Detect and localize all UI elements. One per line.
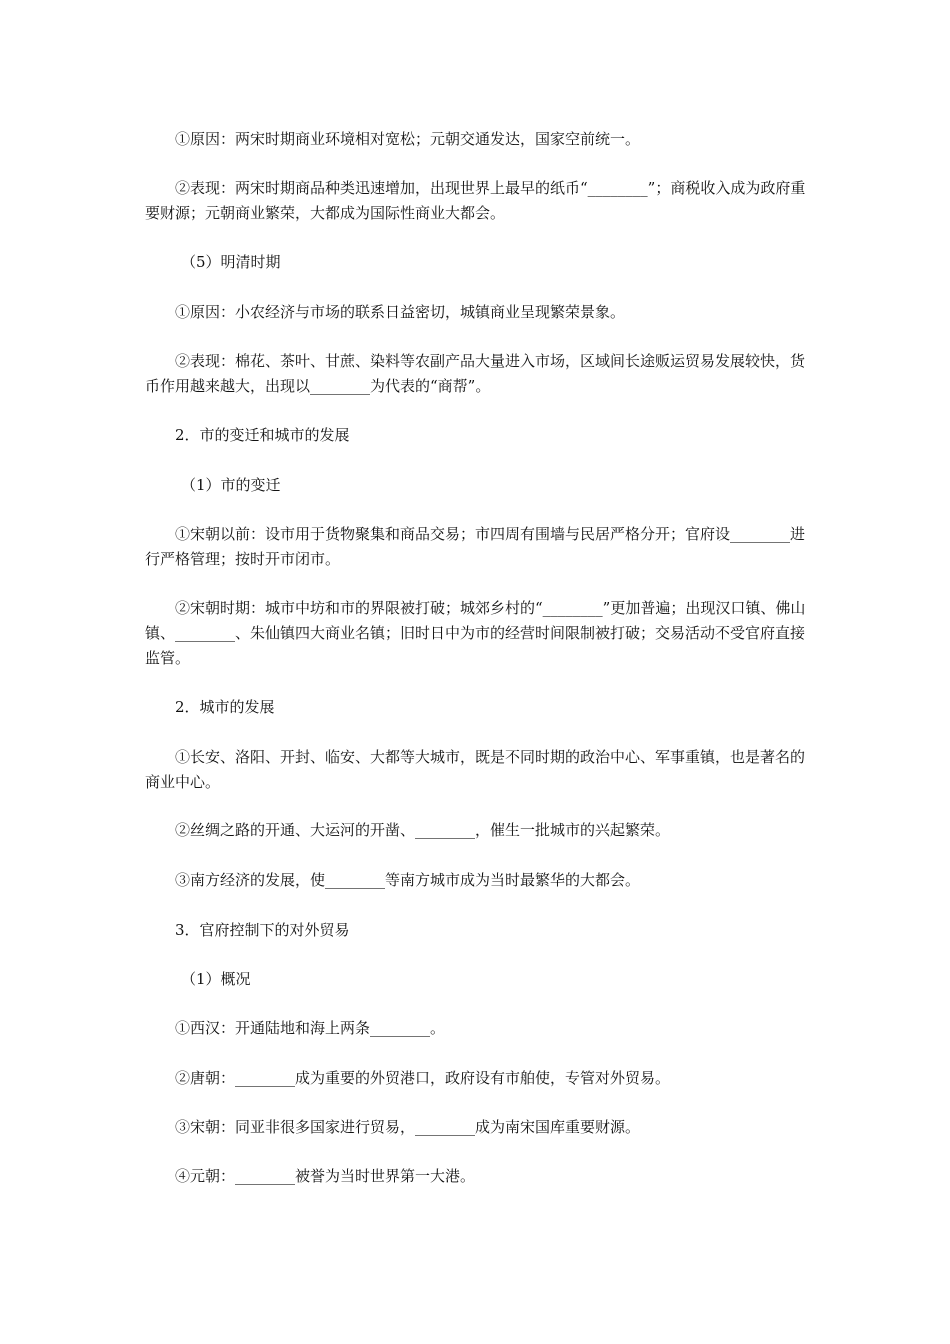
paragraph-2: ②表现：两宋时期商品种类迅速增加，出现世界上最早的纸币“________”；商税收入成为政府重要财源；元朝商业繁荣，大都成为国际性商业大都会。 bbox=[145, 179, 806, 222]
paragraph-16: ①西汉：开通陆地和海上两条________。 bbox=[175, 1019, 446, 1037]
paragraph-10: 2．城市的发展 bbox=[175, 698, 275, 716]
paragraph-4: ①原因：小农经济与市场的联系日益密切，城镇商业呈现繁荣景象。 bbox=[175, 303, 626, 321]
paragraph-12: ②丝绸之路的开通、大运河的开凿、________，催生一批城市的兴起繁荣。 bbox=[175, 821, 671, 839]
paragraph-3: （5）明清时期 bbox=[181, 253, 281, 271]
paragraph-18: ③宋朝：同亚非很多国家进行贸易，________成为南宋国库重要财源。 bbox=[175, 1118, 641, 1136]
paragraph-14: 3．官府控制下的对外贸易 bbox=[175, 921, 350, 939]
paragraph-6: 2．市的变迁和城市的发展 bbox=[175, 426, 350, 444]
paragraph-5: ②表现：棉花、茶叶、甘蔗、染料等农副产品大量进入市场，区域间长途贩运贸易发展较快，货币作用越来越大，出现以________为代表的“商帮”。 bbox=[145, 352, 806, 395]
paragraph-17: ②唐朝：________成为重要的外贸港口，政府设有市舶使，专管对外贸易。 bbox=[175, 1069, 671, 1087]
paragraph-15: （1）概况 bbox=[181, 970, 251, 988]
paragraph-9: ②宋朝时期：城市中坊和市的界限被打破；城郊乡村的“________”更加普遍；出现汉口镇、佛山镇、________、朱仙镇四大商业名镇；旧时日中为市的经营时间限制被打破；交易活动不受官府直接监管。 bbox=[145, 599, 806, 667]
paragraph-19: ④元朝：________被誉为当时世界第一大港。 bbox=[175, 1167, 476, 1185]
paragraph-8: ①宋朝以前：设市用于货物聚集和商品交易；市四周有围墙与民居严格分开；官府设________进行严格管理；按时开市闭市。 bbox=[145, 525, 806, 568]
paragraph-11: ①长安、洛阳、开封、临安、大都等大城市，既是不同时期的政治中心、军事重镇，也是著名的商业中心。 bbox=[145, 748, 806, 791]
paragraph-7: （1）市的变迁 bbox=[181, 476, 281, 494]
paragraph-13: ③南方经济的发展，使________等南方城市成为当时最繁华的大都会。 bbox=[175, 871, 641, 889]
paragraph-1: ①原因：两宋时期商业环境相对宽松；元朝交通发达，国家空前统一。 bbox=[175, 130, 641, 148]
